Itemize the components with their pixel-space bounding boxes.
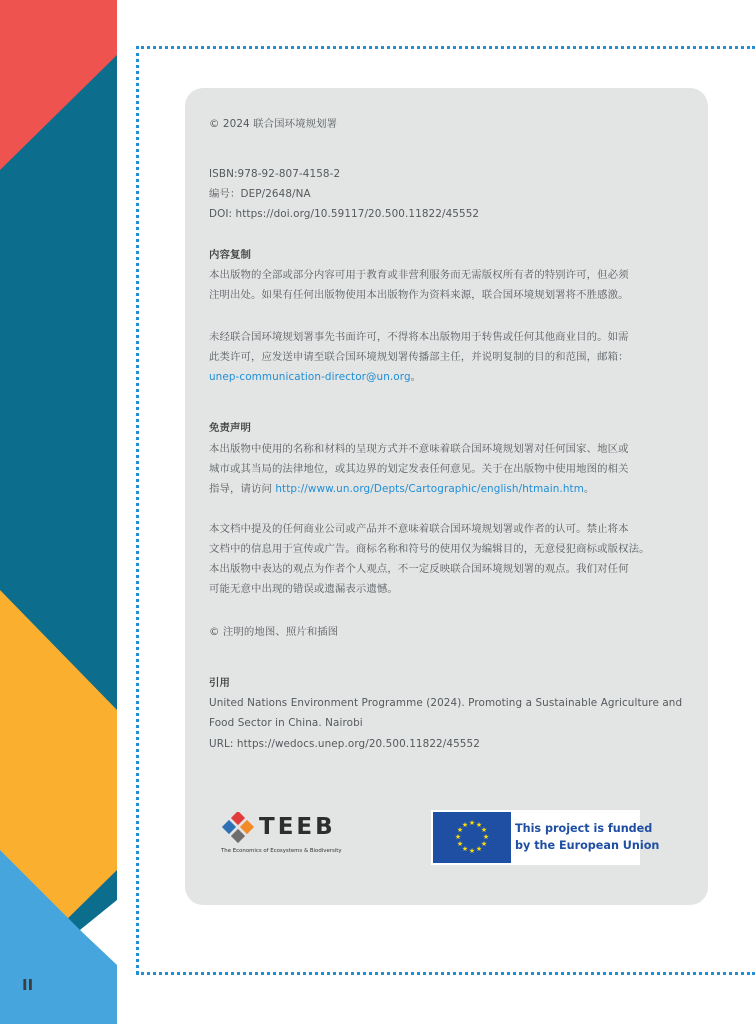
isbn: ISBN:978-92-807-4158-2 — [209, 168, 341, 180]
doc-number: 编号：DEP/2648/NA — [209, 188, 311, 200]
copyright-card — [185, 88, 708, 905]
svg-text:★: ★ — [475, 821, 483, 829]
svg-text:★: ★ — [475, 845, 483, 853]
svg-text:★: ★ — [468, 847, 476, 855]
disclaimer-url-line — [209, 479, 684, 499]
svg-text:★: ★ — [461, 821, 469, 829]
svg-text:★: ★ — [461, 845, 469, 853]
endorsement-text: 文档中的信息用于宣传或广告。商标名称和符号的使用仅为编辑目的，无意侵犯商标或版权法。 — [209, 543, 650, 555]
dotted-border-bottom — [136, 972, 755, 975]
teeb-diamond-icon — [221, 812, 257, 846]
svg-text:★: ★ — [454, 833, 462, 841]
email-line-end: 。 — [410, 371, 422, 383]
image-credits: © 注明的地图、照片和插图 — [209, 626, 339, 638]
eu-funding-text — [515, 820, 659, 854]
dotted-border-top — [136, 46, 755, 49]
svg-text:★: ★ — [482, 833, 490, 841]
citation-url: URL: https://wedocs.unep.org/20.500.11822/45552 — [209, 738, 480, 750]
eu-flag-icon — [433, 812, 511, 863]
svg-text:★: ★ — [480, 826, 488, 834]
svg-text:★: ★ — [480, 840, 488, 848]
svg-text:★: ★ — [468, 819, 476, 827]
endorsement-text: 本文档中提及的任何商业公司或产品并不意味着联合国环境规划署或作者的认可。禁止将本 — [209, 523, 629, 535]
doi: DOI: https://doi.org/10.59117/20.500.11822/45552 — [209, 208, 480, 220]
cartographic-link[interactable]: http://www.un.org/Depts/Cartographic/english/htmain.htm — [275, 483, 584, 495]
page-number: II — [22, 976, 34, 994]
citation-heading: 引用 — [209, 677, 230, 689]
reproduction-text: 本出版物的全部或部分内容可用于教育或非营利服务而无需版权所有者的特别许可，但必须 — [209, 269, 629, 281]
copyright-line: © 2024 联合国环境规划署 — [209, 118, 338, 130]
disclaimer-text: 本出版物中使用的名称和材料的呈现方式并不意味着联合国环境规划署对任何国家、地区或 — [209, 443, 629, 455]
eu-funding-logo — [431, 810, 660, 865]
teeb-wordmark: TEEB — [259, 814, 336, 840]
dotted-border-left — [136, 46, 139, 974]
eu-funding-line1: This project is funded — [515, 822, 653, 835]
reproduction-heading: 内容复制 — [209, 249, 251, 261]
citation-text: United Nations Environment Programme (2024). Promoting a Sustainable Agriculture and — [209, 697, 683, 709]
decorative-side-band — [0, 0, 117, 1024]
disclaimer-url-end: 。 — [583, 483, 595, 495]
permission-email-line — [209, 367, 684, 387]
disclaimer-text: 城市或其当局的法律地位，或其边界的划定发表任何意见。关于在出版物中使用地图的相关 — [209, 463, 629, 475]
citation-text: Food Sector in China. Nairobi — [209, 717, 363, 729]
endorsement-text: 可能无意中出现的错误或遗漏表示遗憾。 — [209, 583, 398, 595]
teeb-tagline: The Economics of Ecosystems & Biodiversity — [221, 848, 342, 854]
svg-text:★: ★ — [456, 826, 464, 834]
eu-funding-line2: by the European Union — [515, 839, 660, 852]
permission-text: 此类许可，应发送申请至联合国环境规划署传播部主任，并说明复制的目的和范围，邮箱： — [209, 351, 629, 363]
disclaimer-url-prefix: 指导，请访问 — [209, 483, 276, 495]
permission-text: 未经联合国环境规划署事先书面许可，不得将本出版物用于转售或任何其他商业目的。如需 — [209, 331, 629, 343]
email-link[interactable]: unep-communication-director@un.org — [209, 371, 411, 383]
reproduction-text: 注明出处。如果有任何出版物使用本出版物作为资料来源，联合国环境规划署将不胜感激。 — [209, 289, 629, 301]
teeb-logo — [221, 810, 341, 860]
svg-text:★: ★ — [456, 840, 464, 848]
disclaimer-heading: 免责声明 — [209, 422, 251, 434]
endorsement-text: 本出版物中表达的观点为作者个人观点，不一定反映联合国环境规划署的观点。我们对任何 — [209, 563, 629, 575]
